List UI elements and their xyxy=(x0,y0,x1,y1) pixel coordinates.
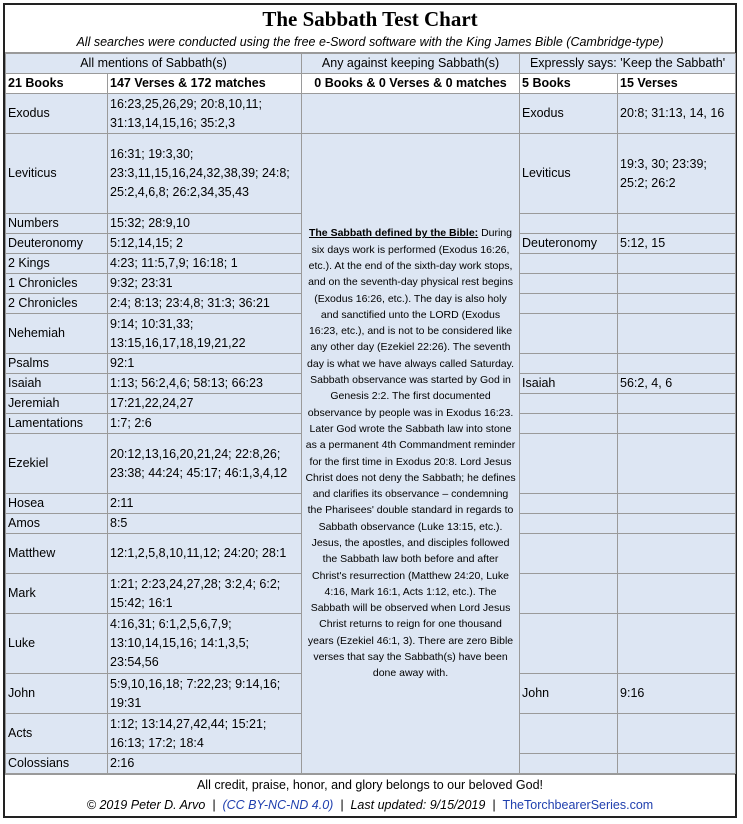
verse-refs: 1:7; 2:6 xyxy=(108,414,302,434)
keep-book-name xyxy=(520,394,618,414)
verse-refs: 15:32; 28:9,10 xyxy=(108,214,302,234)
keep-book-name: Isaiah xyxy=(520,374,618,394)
verse-refs: 16:31; 19:3,30; 23:3,11,15,16,24,32,38,39; 24:8; 25:2,4,6,8; 26:2,34,35,43 xyxy=(108,134,302,214)
verse-refs: 1:13; 56:2,4,6; 58:13; 66:23 xyxy=(108,374,302,394)
keep-book-name: John xyxy=(520,674,618,714)
keep-verse-refs: 56:2, 4, 6 xyxy=(618,374,736,394)
keep-verse-refs xyxy=(618,294,736,314)
keep-book-name xyxy=(520,214,618,234)
section-keep: Expressly says: 'Keep the Sabbath' xyxy=(520,54,736,74)
verse-refs: 4:23; 11:5,7,9; 16:18; 1 xyxy=(108,254,302,274)
book-name: 2 Chronicles xyxy=(6,294,108,314)
verse-refs: 1:21; 2:23,24,27,28; 3:2,4; 6:2; 15:42; 16:1 xyxy=(108,574,302,614)
books-count: 21 Books xyxy=(6,74,108,94)
book-name: Nehemiah xyxy=(6,314,108,354)
verse-refs: 1:12; 13:14,27,42,44; 15:21; 16:13; 17:2; 18:4 xyxy=(108,714,302,754)
verse-refs: 16:23,25,26,29; 20:8,10,11; 31:13,14,15,16; 35:2,3 xyxy=(108,94,302,134)
keep-book-name xyxy=(520,414,618,434)
keep-verse-refs xyxy=(618,574,736,614)
book-name: 1 Chronicles xyxy=(6,274,108,294)
keep-verse-refs xyxy=(618,354,736,374)
keep-verse-refs xyxy=(618,254,736,274)
keep-book-name xyxy=(520,494,618,514)
keep-verse-refs: 5:12, 15 xyxy=(618,234,736,254)
book-name: Luke xyxy=(6,614,108,674)
book-name: Mark xyxy=(6,574,108,614)
keep-book-name xyxy=(520,754,618,774)
keep-book-name: Exodus xyxy=(520,94,618,134)
book-name: Psalms xyxy=(6,354,108,374)
cell-empty xyxy=(302,94,520,134)
keep-verse-refs xyxy=(618,434,736,494)
keep-verse-refs xyxy=(618,414,736,434)
table-row xyxy=(6,94,736,134)
copyright-line: © 2019 Peter D. Arvo | (CC BY-NC-ND 4.0) | Last updated: 9/15/2019 | TheTorchbearerSeries.com xyxy=(86,798,654,812)
verse-refs: 12:1,2,5,8,10,11,12; 24:20; 28:1 xyxy=(108,534,302,574)
book-name: 2 Kings xyxy=(6,254,108,274)
book-name: Ezekiel xyxy=(6,434,108,494)
keep-book-name xyxy=(520,434,618,494)
keep-books-count: 5 Books xyxy=(520,74,618,94)
keep-book-name xyxy=(520,294,618,314)
keep-book-name xyxy=(520,714,618,754)
keep-verse-refs: 19:3, 30; 23:39; 25:2; 26:2 xyxy=(618,134,736,214)
book-name: Deuteronomy xyxy=(6,234,108,254)
keep-book-name: Leviticus xyxy=(520,134,618,214)
keep-verse-refs xyxy=(618,394,736,414)
verse-refs: 2:4; 8:13; 23:4,8; 31:3; 36:21 xyxy=(108,294,302,314)
book-name: John xyxy=(6,674,108,714)
keep-verse-refs xyxy=(618,514,736,534)
definition-label: The Sabbath defined by the Bible: xyxy=(308,227,479,240)
book-name: Acts xyxy=(6,714,108,754)
keep-book-name xyxy=(520,274,618,294)
keep-verse-refs: 9:16 xyxy=(618,674,736,714)
keep-verse-refs xyxy=(618,534,736,574)
keep-book-name xyxy=(520,254,618,274)
verse-refs: 9:32; 23:31 xyxy=(108,274,302,294)
book-name: Colossians xyxy=(6,754,108,774)
keep-book-name xyxy=(520,574,618,614)
keep-book-name: Deuteronomy xyxy=(520,234,618,254)
keep-verses-count: 15 Verses xyxy=(618,74,736,94)
verse-refs: 2:11 xyxy=(108,494,302,514)
sabbath-definition xyxy=(302,134,520,774)
keep-verse-refs xyxy=(618,754,736,774)
against-count: 0 Books & 0 Verses & 0 matches xyxy=(302,74,520,94)
credit-line: All credit, praise, honor, and glory belongs to our beloved God! xyxy=(196,778,544,792)
site-link[interactable]: TheTorchbearerSeries.com xyxy=(502,798,654,812)
verse-refs: 92:1 xyxy=(108,354,302,374)
book-name: Amos xyxy=(6,514,108,534)
keep-book-name xyxy=(520,314,618,354)
book-name: Jeremiah xyxy=(6,394,108,414)
subtitle: All searches were conducted using the free e-Sword software with the King James Bible (Cambridge-type) xyxy=(5,33,735,53)
keep-verse-refs xyxy=(618,314,736,354)
footer xyxy=(5,774,735,815)
verse-refs: 2:16 xyxy=(108,754,302,774)
keep-verse-refs xyxy=(618,214,736,234)
book-name: Leviticus xyxy=(6,134,108,214)
verse-refs: 17:21,22,24,27 xyxy=(108,394,302,414)
keep-book-name xyxy=(520,614,618,674)
keep-book-name xyxy=(520,514,618,534)
book-name: Matthew xyxy=(6,534,108,574)
book-name: Exodus xyxy=(6,94,108,134)
keep-verse-refs xyxy=(618,614,736,674)
definition-text: During six days work is performed (Exodus 16:26, etc.). At the end of the sixth-day work stops, and on the seventh-day physical rest begins (Exodus 16:26, etc.). The day is also holy and sanctified unto the LORD (Exodus 16:23, etc.), and is not to be considered like any other day (Ezekiel 22:26). The seventh day is what we have always called Saturday. Sabbath observance was started by God in Genesis 2:2. The first documented observance by people was in Exodus 16:23. Later God wrote the Sabbath law into stone as a permanent 4th Commandment reminder for the first time in Exodus 20:8. Lord Jesus Christ does not deny the Sabbath; he defines and clarifies its observance – condemning the Pharisees' double standard in regards to Sabbath observance (Luke 13:15, etc.). Jesus, the apostles, and disciples followed the Sabbath law both before and after Christ's resurrection (Matthew 24:20, Luke 4:16, Mark 16:1, Acts 1:12, etc.). The Sabbath will be observed when Lord Jesus Christ returns to reign for one thousand years (Ezekiel 46:1, 3). There are zero Bible verses that say the Sabbath(s) have been done away with. xyxy=(305,227,516,680)
verse-refs: 5:9,10,16,18; 7:22,23; 9:14,16; 19:31 xyxy=(108,674,302,714)
book-name: Isaiah xyxy=(6,374,108,394)
chart-frame xyxy=(3,3,737,818)
license-link[interactable]: (CC BY-NC-ND 4.0) xyxy=(222,798,334,812)
copyright: © 2019 Peter D. Arvo xyxy=(86,798,206,812)
table-row xyxy=(6,134,736,214)
keep-book-name xyxy=(520,354,618,374)
keep-verse-refs xyxy=(618,494,736,514)
last-updated: Last updated: 9/15/2019 xyxy=(350,798,486,812)
sabbath-table xyxy=(5,53,736,774)
keep-verse-refs: 20:8; 31:13, 14, 16 xyxy=(618,94,736,134)
keep-verse-refs xyxy=(618,274,736,294)
book-name: Hosea xyxy=(6,494,108,514)
book-name: Lamentations xyxy=(6,414,108,434)
page-title: The Sabbath Test Chart xyxy=(262,7,478,31)
keep-book-name xyxy=(520,534,618,574)
verse-refs: 4:16,31; 6:1,2,5,6,7,9; 13:10,14,15,16; 14:1,3,5; 23:54,56 xyxy=(108,614,302,674)
verse-refs: 5:12,14,15; 2 xyxy=(108,234,302,254)
book-name: Numbers xyxy=(6,214,108,234)
verse-refs: 8:5 xyxy=(108,514,302,534)
section-against: Any against keeping Sabbath(s) xyxy=(302,54,520,74)
verse-refs: 20:12,13,16,20,21,24; 22:8,26; 23:38; 44:24; 45:17; 46:1,3,4,12 xyxy=(108,434,302,494)
section-all-mentions: All mentions of Sabbath(s) xyxy=(6,54,302,74)
verses-count: 147 Verses & 172 matches xyxy=(108,74,302,94)
verse-refs: 9:14; 10:31,33; 13:15,16,17,18,19,21,22 xyxy=(108,314,302,354)
keep-verse-refs xyxy=(618,714,736,754)
